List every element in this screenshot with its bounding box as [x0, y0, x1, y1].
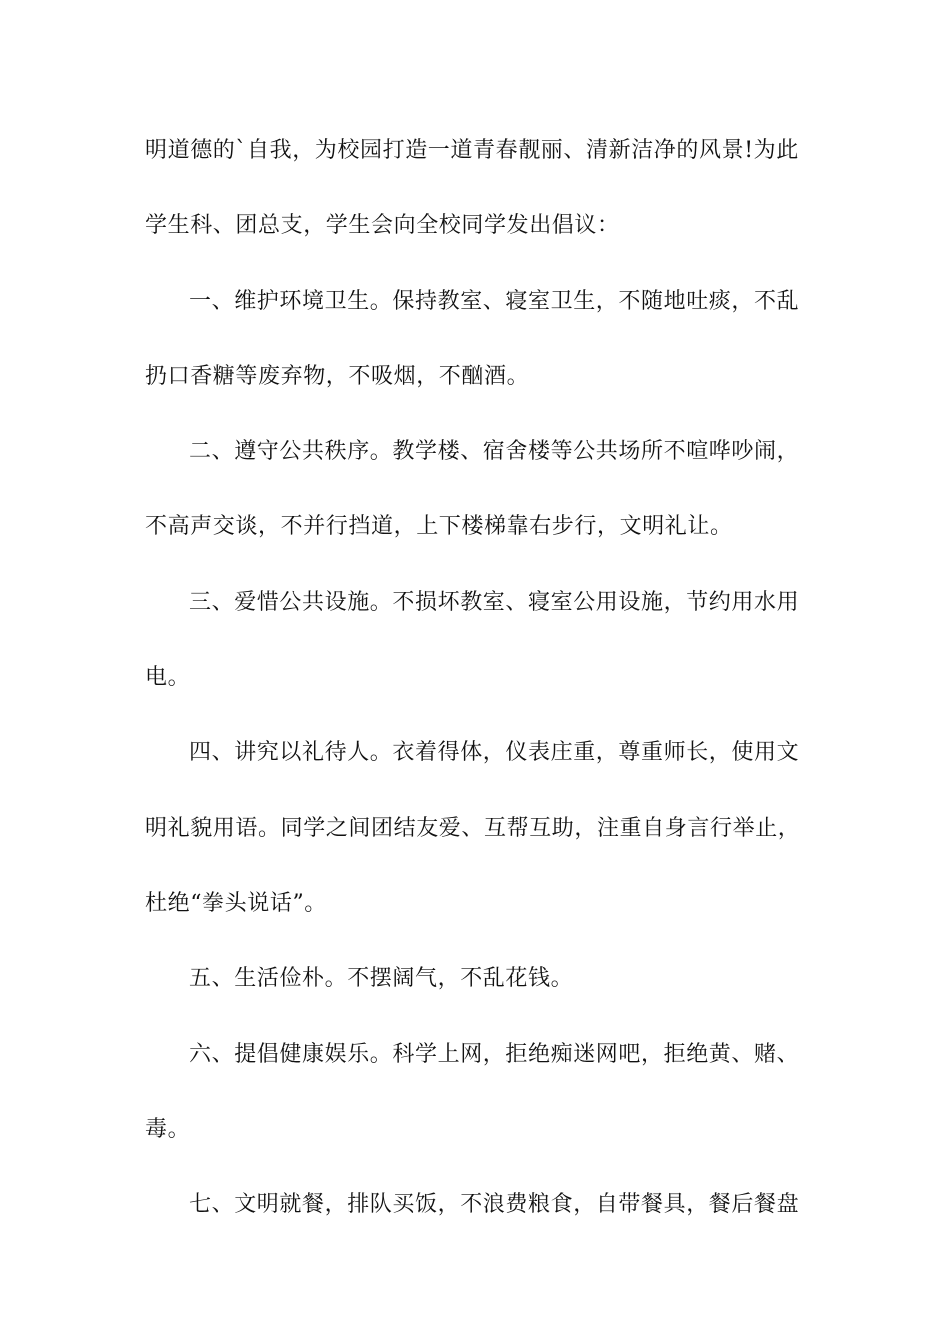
text-line: 不高声交谈，不并行挡道，上下楼梯靠右步行，文明礼让。 — [145, 514, 733, 540]
text-line: 六、提倡健康娱乐。科学上网，拒绝痴迷网吧，拒绝黄、赌、 — [189, 1041, 800, 1067]
text-line: 杜绝“拳头说话”。 — [145, 890, 327, 916]
body-text — [145, 128, 810, 1257]
text-line: 二、遵守公共秩序。教学楼、宿舍楼等公共场所不喧哗吵闹， — [189, 439, 800, 465]
text-line: 扔口香糖等废弃物，不吸烟，不酗酒。 — [145, 363, 530, 389]
text-line: 一、维护环境卫生。保持教室、寝室卫生，不随地吐痰，不乱 — [189, 288, 800, 314]
text-line: 五、生活俭朴。不摆阔气，不乱花钱。 — [189, 966, 574, 992]
text-line: 毒。 — [145, 1116, 191, 1142]
text-line: 明礼貌用语。同学之间团结友爱、互帮互助，注重自身言行举止， — [145, 815, 801, 841]
text-line: 明道德的`自我，为校园打造一道青春靓丽、清新洁净的风景!为此 — [145, 138, 799, 163]
text-line: 学生科、团总支，学生会向全校同学发出倡议： — [145, 213, 620, 239]
text-line: 四、讲究以礼待人。衣着得体，仪表庄重，尊重师长，使用文 — [189, 740, 800, 766]
text-line: 七、文明就餐，排队买饭，不浪费粮食，自带餐具，餐后餐盘 — [189, 1192, 800, 1218]
text-line: 电。 — [145, 665, 191, 691]
text-line: 三、爱惜公共设施。不损坏教室、寝室公用设施，节约用水用 — [189, 589, 800, 615]
